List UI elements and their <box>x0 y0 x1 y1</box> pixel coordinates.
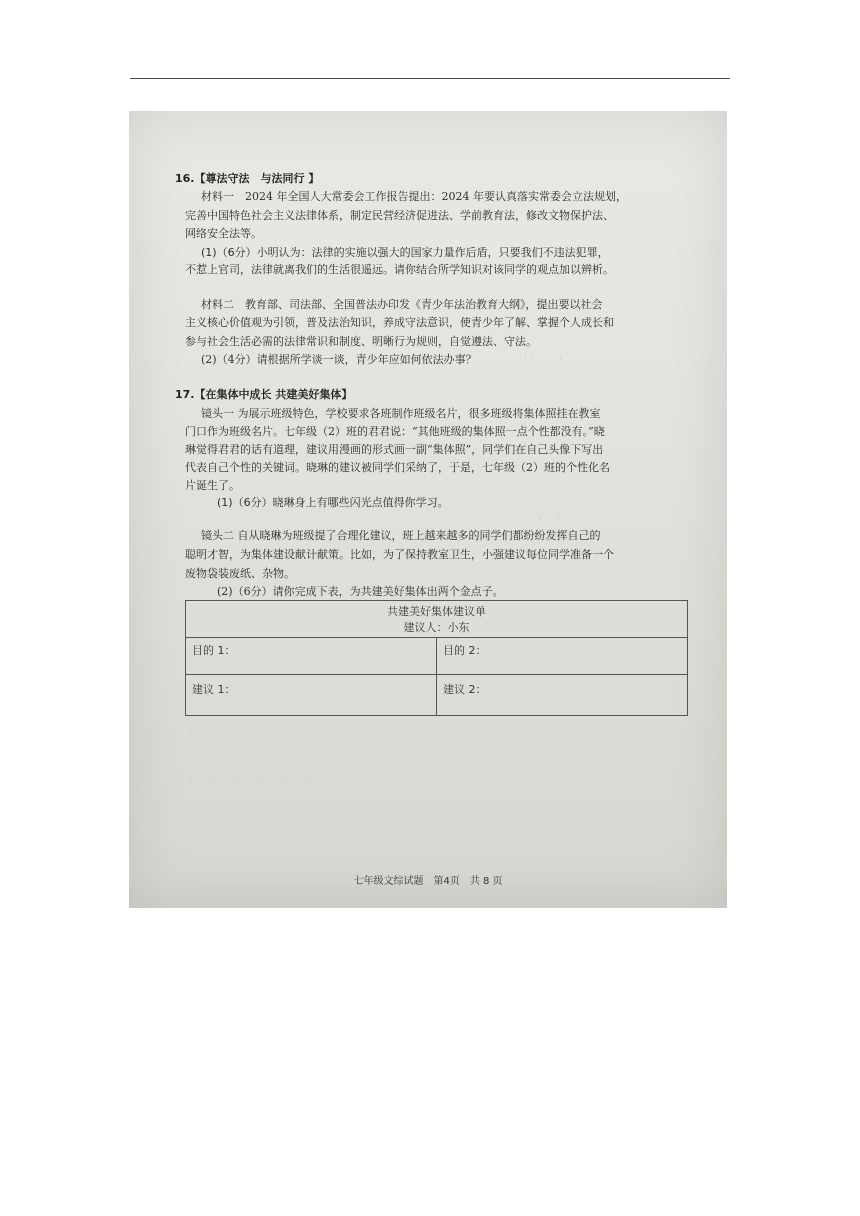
q16-material1-line: 材料一 2024 年全国人大常委会工作报告提出：2024 年要认真落实常委会立法规划， <box>201 190 627 203</box>
bleed-through-mark: · · · <box>524 354 564 364</box>
q16-material1-line: 完善中国特色社会主义法律体系，制定民营经济促进法、学前教育法，修改文物保护法、 <box>185 209 614 222</box>
bleed-through-mark: · · <box>539 514 561 524</box>
q17-scene1-line: 镜头一 为展示班级特色，学校要求各班制作班级名片，很多班级将集体照挂在教室 <box>201 407 601 420</box>
q16-subquestion1-line: (1)（6分）小明认为：法律的实施以强大的国家力量作后盾，只要我们不违法犯罪， <box>201 246 609 259</box>
q17-subquestion1: (1)（6分）晓琳身上有哪些闪光点值得你学习。 <box>217 496 449 509</box>
bleed-through-mark: · · · · · <box>189 729 289 739</box>
bleed-through-mark: · · · · · <box>189 814 289 824</box>
page-footer: 七年级文综试题 第4页 共 8 页 <box>353 876 503 887</box>
form-title: 共建美好集体建议单 <box>186 601 688 620</box>
q16-material2-line: 材料二 教育部、司法部、全国普法办印发《青少年法治教育大纲》，提出要以社会 <box>201 298 603 311</box>
q16-material2-line: 参与社会生活必需的法律常识和制度、明晰行为规则，自觉遵法、守法。 <box>185 335 537 348</box>
q17-subquestion2: (2)（6分）请你完成下表，为共建美好集体出两个金点子。 <box>217 585 504 598</box>
q17-scene2-line: 镜头二 自从晓琳为班级提了合理化建议，班上越来越多的同学们都纷纷发挥自己的 <box>201 529 601 542</box>
form-purpose-2-field[interactable]: 目的 2： <box>437 638 688 675</box>
q17-scene1-line: 琳觉得君君的话有道理，建议用漫画的形式画一副“集体照”，同学们在自己头像下写出 <box>185 443 604 456</box>
form-purpose-row <box>186 638 688 675</box>
q16-subquestion2: (2)（4分）请根据所学谈一谈，青少年应如何依法办事？ <box>201 353 477 366</box>
q16-subquestion1-line: 不惹上官司，法律就离我们的生活很遥远。请你结合所学知识对该同学的观点加以辨析。 <box>185 263 614 276</box>
form-purpose-1-field[interactable]: 目的 1： <box>186 638 437 675</box>
suggestion-form-table <box>185 600 688 716</box>
exam-paper <box>129 111 727 908</box>
q17-scene1-line: 片诞生了。 <box>185 479 240 492</box>
bleed-through-mark: · · · · · · <box>189 774 313 784</box>
q17-scene2-line: 废物袋装废纸、杂物。 <box>185 567 295 580</box>
q17-scene1-line: 门口作为班级名片。七年级（2）班的君君说：“其他班级的集体照一点个性都没有。”晓 <box>185 425 605 438</box>
q16-material1-line: 网络安全法等。 <box>185 227 262 240</box>
exam-page-photo <box>129 111 727 908</box>
form-proposer-row <box>186 619 688 638</box>
form-suggestion-row <box>186 675 688 716</box>
q16-material2-line: 主义核心价值观为引领，普及法治知识，养成守法意识，使青少年了解、掌握个人成长和 <box>185 316 614 329</box>
form-suggestion-1-field[interactable]: 建议 1： <box>186 675 437 716</box>
q17-title: 17.【在集体中成长 共建美好集体】 <box>175 388 353 401</box>
form-suggestion-2-field[interactable]: 建议 2： <box>437 675 688 716</box>
form-title-row <box>186 601 688 620</box>
header-rule <box>130 78 730 79</box>
q16-title: 16.【尊法守法 与法同行 】 <box>175 172 320 185</box>
q17-scene1-line: 代表自己个性的关键词。晓琳的建议被同学们采纳了，于是，七年级（2）班的个性化名 <box>185 461 610 474</box>
q17-scene2-line: 聪明才智，为集体建设献计献策。比如，为了保持教室卫生，小强建议每位同学准备一个 <box>185 548 614 561</box>
form-proposer: 建议人：小东 <box>186 619 688 638</box>
